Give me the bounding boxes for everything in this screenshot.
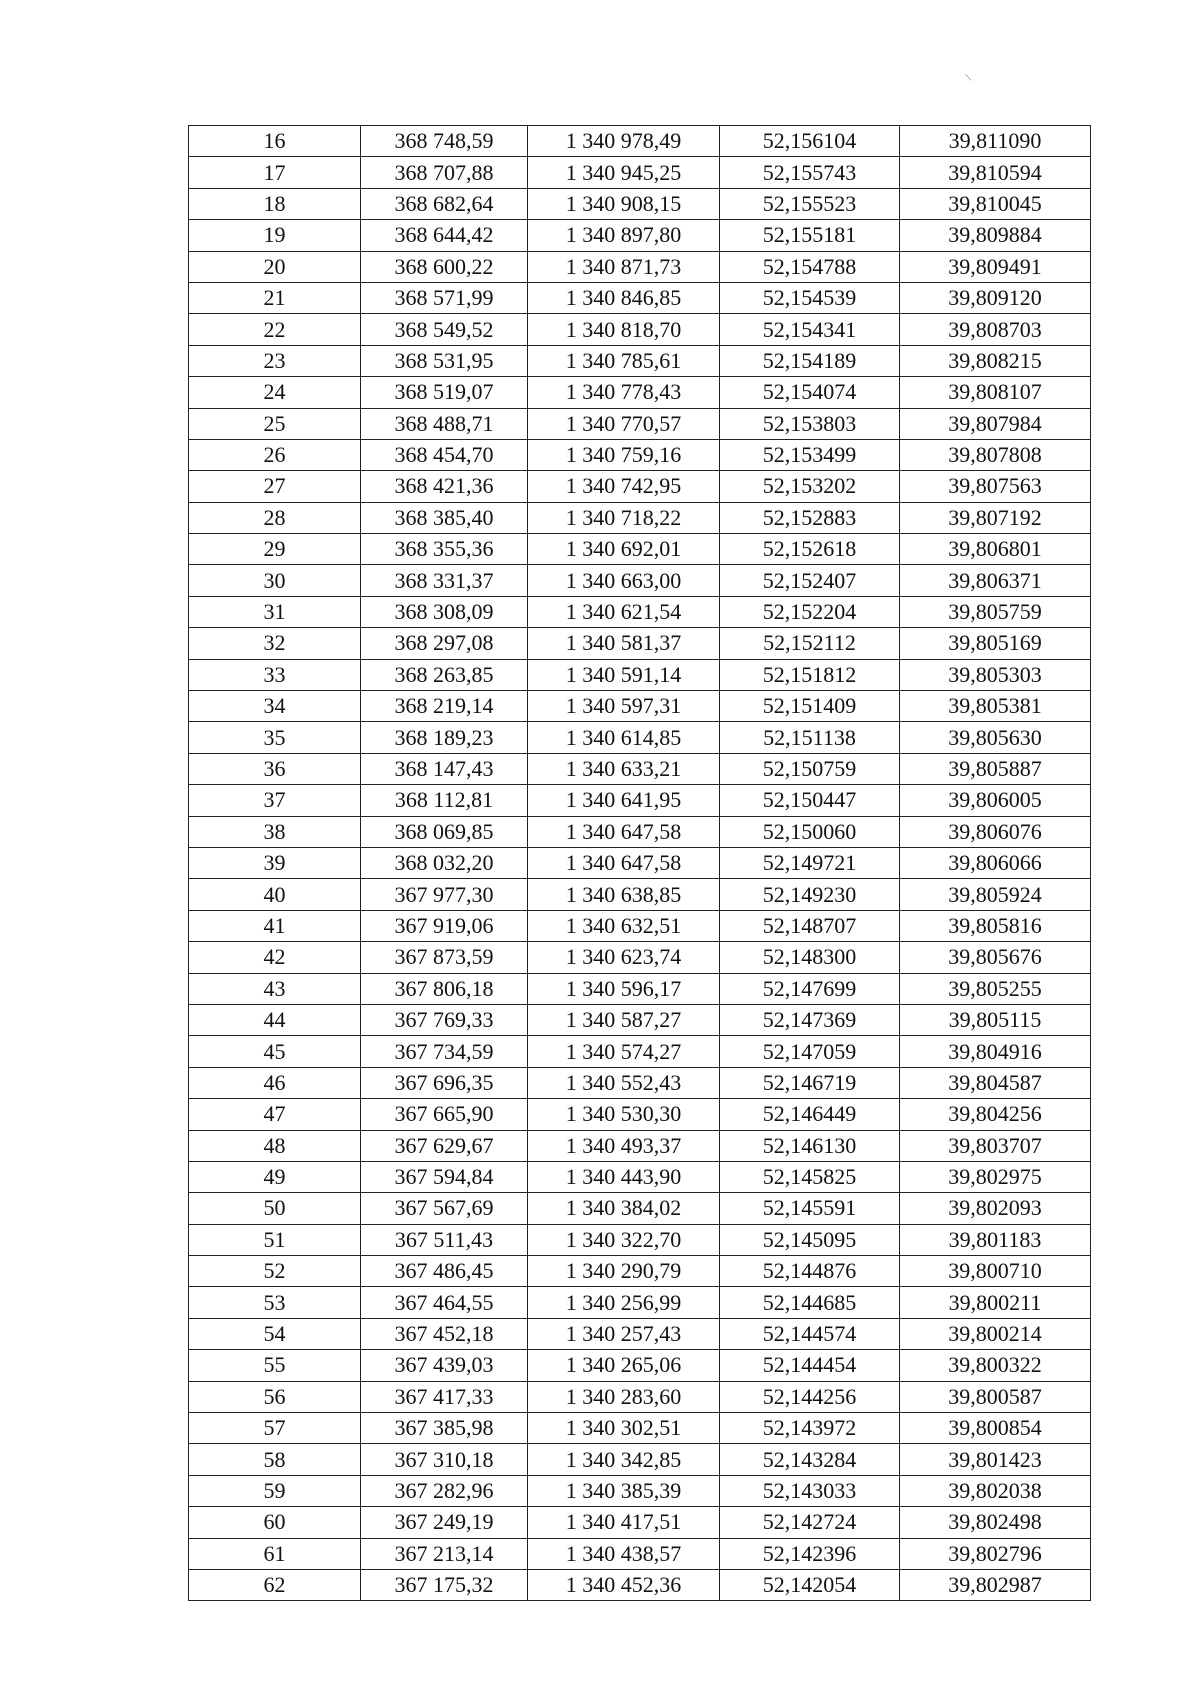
y-coordinate-cell: 1 340 265,06: [528, 1350, 720, 1381]
table-row: [189, 1161, 1091, 1192]
point-number-cell: 49: [189, 1161, 361, 1192]
y-coordinate-cell: 1 340 417,51: [528, 1507, 720, 1538]
latitude-cell: 52,152883: [720, 502, 900, 533]
longitude-cell: 39,805759: [900, 596, 1091, 627]
latitude-cell: 52,146449: [720, 1099, 900, 1130]
table-row: [189, 879, 1091, 910]
x-coordinate-cell: 367 511,43: [361, 1224, 528, 1255]
longitude-cell: 39,802498: [900, 1507, 1091, 1538]
x-coordinate-cell: 368 644,42: [361, 220, 528, 251]
x-coordinate-cell: 368 069,85: [361, 816, 528, 847]
latitude-cell: 52,155743: [720, 157, 900, 188]
table-row: [189, 251, 1091, 282]
longitude-cell: 39,810594: [900, 157, 1091, 188]
longitude-cell: 39,802038: [900, 1475, 1091, 1506]
y-coordinate-cell: 1 340 718,22: [528, 502, 720, 533]
y-coordinate-cell: 1 340 647,58: [528, 847, 720, 878]
longitude-cell: 39,806371: [900, 565, 1091, 596]
longitude-cell: 39,806066: [900, 847, 1091, 878]
y-coordinate-cell: 1 340 574,27: [528, 1036, 720, 1067]
y-coordinate-cell: 1 340 591,14: [528, 659, 720, 690]
point-number-cell: 50: [189, 1193, 361, 1224]
longitude-cell: 39,805169: [900, 628, 1091, 659]
latitude-cell: 52,149721: [720, 847, 900, 878]
point-number-cell: 28: [189, 502, 361, 533]
x-coordinate-cell: 367 417,33: [361, 1381, 528, 1412]
y-coordinate-cell: 1 340 647,58: [528, 816, 720, 847]
point-number-cell: 47: [189, 1099, 361, 1130]
x-coordinate-cell: 367 873,59: [361, 942, 528, 973]
point-number-cell: 60: [189, 1507, 361, 1538]
latitude-cell: 52,150060: [720, 816, 900, 847]
table-row: [189, 1538, 1091, 1569]
point-number-cell: 25: [189, 408, 361, 439]
point-number-cell: 62: [189, 1569, 361, 1600]
y-coordinate-cell: 1 340 581,37: [528, 628, 720, 659]
longitude-cell: 39,804256: [900, 1099, 1091, 1130]
latitude-cell: 52,156104: [720, 126, 900, 157]
table-row: [189, 345, 1091, 376]
y-coordinate-cell: 1 340 632,51: [528, 910, 720, 941]
point-number-cell: 17: [189, 157, 361, 188]
table-row: [189, 1004, 1091, 1035]
coordinates-table: [188, 125, 1091, 1601]
x-coordinate-cell: 367 452,18: [361, 1318, 528, 1349]
table-row: [189, 1224, 1091, 1255]
y-coordinate-cell: 1 340 978,49: [528, 126, 720, 157]
point-number-cell: 32: [189, 628, 361, 659]
y-coordinate-cell: 1 340 871,73: [528, 251, 720, 282]
latitude-cell: 52,144876: [720, 1256, 900, 1287]
longitude-cell: 39,805303: [900, 659, 1091, 690]
y-coordinate-cell: 1 340 759,16: [528, 439, 720, 470]
table-row: [189, 1256, 1091, 1287]
latitude-cell: 52,151409: [720, 691, 900, 722]
longitude-cell: 39,805887: [900, 753, 1091, 784]
table-row: [189, 1130, 1091, 1161]
longitude-cell: 39,807192: [900, 502, 1091, 533]
table-row: [189, 1193, 1091, 1224]
longitude-cell: 39,801423: [900, 1444, 1091, 1475]
table-row: [189, 847, 1091, 878]
table-row: [189, 722, 1091, 753]
y-coordinate-cell: 1 340 621,54: [528, 596, 720, 627]
y-coordinate-cell: 1 340 552,43: [528, 1067, 720, 1098]
table-row: [189, 1569, 1091, 1600]
point-number-cell: 55: [189, 1350, 361, 1381]
x-coordinate-cell: 368 519,07: [361, 377, 528, 408]
latitude-cell: 52,153803: [720, 408, 900, 439]
y-coordinate-cell: 1 340 633,21: [528, 753, 720, 784]
longitude-cell: 39,809120: [900, 282, 1091, 313]
table-row: [189, 1444, 1091, 1475]
x-coordinate-cell: 368 331,37: [361, 565, 528, 596]
latitude-cell: 52,148300: [720, 942, 900, 973]
point-number-cell: 24: [189, 377, 361, 408]
x-coordinate-cell: 367 806,18: [361, 973, 528, 1004]
longitude-cell: 39,805255: [900, 973, 1091, 1004]
table-row: [189, 785, 1091, 816]
longitude-cell: 39,807563: [900, 471, 1091, 502]
longitude-cell: 39,808703: [900, 314, 1091, 345]
latitude-cell: 52,144454: [720, 1350, 900, 1381]
latitude-cell: 52,154539: [720, 282, 900, 313]
scan-mark: /: [961, 72, 976, 83]
table-row: [189, 1067, 1091, 1098]
longitude-cell: 39,807984: [900, 408, 1091, 439]
latitude-cell: 52,153499: [720, 439, 900, 470]
point-number-cell: 22: [189, 314, 361, 345]
point-number-cell: 38: [189, 816, 361, 847]
point-number-cell: 42: [189, 942, 361, 973]
longitude-cell: 39,802987: [900, 1569, 1091, 1600]
x-coordinate-cell: 367 734,59: [361, 1036, 528, 1067]
point-number-cell: 59: [189, 1475, 361, 1506]
x-coordinate-cell: 367 594,84: [361, 1161, 528, 1192]
table-row: [189, 314, 1091, 345]
point-number-cell: 40: [189, 879, 361, 910]
latitude-cell: 52,154074: [720, 377, 900, 408]
point-number-cell: 51: [189, 1224, 361, 1255]
x-coordinate-cell: 368 531,95: [361, 345, 528, 376]
table-row: [189, 1413, 1091, 1444]
x-coordinate-cell: 367 175,32: [361, 1569, 528, 1600]
x-coordinate-cell: 367 486,45: [361, 1256, 528, 1287]
latitude-cell: 52,152407: [720, 565, 900, 596]
table-row: [189, 596, 1091, 627]
x-coordinate-cell: 368 263,85: [361, 659, 528, 690]
table-row: [189, 942, 1091, 973]
y-coordinate-cell: 1 340 596,17: [528, 973, 720, 1004]
x-coordinate-cell: 368 488,71: [361, 408, 528, 439]
y-coordinate-cell: 1 340 443,90: [528, 1161, 720, 1192]
latitude-cell: 52,144685: [720, 1287, 900, 1318]
longitude-cell: 39,805115: [900, 1004, 1091, 1035]
y-coordinate-cell: 1 340 846,85: [528, 282, 720, 313]
x-coordinate-cell: 368 189,23: [361, 722, 528, 753]
table-row: [189, 1475, 1091, 1506]
x-coordinate-cell: 367 249,19: [361, 1507, 528, 1538]
point-number-cell: 27: [189, 471, 361, 502]
table-row: [189, 502, 1091, 533]
latitude-cell: 52,146719: [720, 1067, 900, 1098]
x-coordinate-cell: 367 213,14: [361, 1538, 528, 1569]
longitude-cell: 39,802093: [900, 1193, 1091, 1224]
y-coordinate-cell: 1 340 290,79: [528, 1256, 720, 1287]
latitude-cell: 52,153202: [720, 471, 900, 502]
point-number-cell: 61: [189, 1538, 361, 1569]
latitude-cell: 52,154341: [720, 314, 900, 345]
latitude-cell: 52,147369: [720, 1004, 900, 1035]
table-row: [189, 628, 1091, 659]
y-coordinate-cell: 1 340 623,74: [528, 942, 720, 973]
y-coordinate-cell: 1 340 692,01: [528, 534, 720, 565]
longitude-cell: 39,809884: [900, 220, 1091, 251]
x-coordinate-cell: 368 219,14: [361, 691, 528, 722]
longitude-cell: 39,811090: [900, 126, 1091, 157]
table-row: [189, 565, 1091, 596]
latitude-cell: 52,149230: [720, 879, 900, 910]
point-number-cell: 20: [189, 251, 361, 282]
point-number-cell: 21: [189, 282, 361, 313]
y-coordinate-cell: 1 340 438,57: [528, 1538, 720, 1569]
longitude-cell: 39,800214: [900, 1318, 1091, 1349]
longitude-cell: 39,800854: [900, 1413, 1091, 1444]
table-row: [189, 1318, 1091, 1349]
longitude-cell: 39,800211: [900, 1287, 1091, 1318]
point-number-cell: 31: [189, 596, 361, 627]
y-coordinate-cell: 1 340 641,95: [528, 785, 720, 816]
latitude-cell: 52,148707: [720, 910, 900, 941]
point-number-cell: 43: [189, 973, 361, 1004]
x-coordinate-cell: 368 308,09: [361, 596, 528, 627]
table-row: [189, 188, 1091, 219]
latitude-cell: 52,145095: [720, 1224, 900, 1255]
longitude-cell: 39,810045: [900, 188, 1091, 219]
table-row: [189, 471, 1091, 502]
longitude-cell: 39,806801: [900, 534, 1091, 565]
longitude-cell: 39,806005: [900, 785, 1091, 816]
x-coordinate-cell: 368 682,64: [361, 188, 528, 219]
table-row: [189, 439, 1091, 470]
x-coordinate-cell: 367 769,33: [361, 1004, 528, 1035]
latitude-cell: 52,142724: [720, 1507, 900, 1538]
y-coordinate-cell: 1 340 908,15: [528, 188, 720, 219]
x-coordinate-cell: 368 147,43: [361, 753, 528, 784]
y-coordinate-cell: 1 340 342,85: [528, 1444, 720, 1475]
latitude-cell: 52,147699: [720, 973, 900, 1004]
table-row: [189, 691, 1091, 722]
y-coordinate-cell: 1 340 785,61: [528, 345, 720, 376]
y-coordinate-cell: 1 340 530,30: [528, 1099, 720, 1130]
latitude-cell: 52,155181: [720, 220, 900, 251]
x-coordinate-cell: 367 919,06: [361, 910, 528, 941]
x-coordinate-cell: 367 282,96: [361, 1475, 528, 1506]
y-coordinate-cell: 1 340 257,43: [528, 1318, 720, 1349]
x-coordinate-cell: 368 748,59: [361, 126, 528, 157]
x-coordinate-cell: 367 385,98: [361, 1413, 528, 1444]
table-row: [189, 220, 1091, 251]
latitude-cell: 52,152112: [720, 628, 900, 659]
point-number-cell: 39: [189, 847, 361, 878]
y-coordinate-cell: 1 340 597,31: [528, 691, 720, 722]
y-coordinate-cell: 1 340 493,37: [528, 1130, 720, 1161]
y-coordinate-cell: 1 340 385,39: [528, 1475, 720, 1506]
point-number-cell: 37: [189, 785, 361, 816]
y-coordinate-cell: 1 340 452,36: [528, 1569, 720, 1600]
table-row: [189, 534, 1091, 565]
x-coordinate-cell: 367 665,90: [361, 1099, 528, 1130]
y-coordinate-cell: 1 340 663,00: [528, 565, 720, 596]
x-coordinate-cell: 367 439,03: [361, 1350, 528, 1381]
point-number-cell: 30: [189, 565, 361, 596]
table-row: [189, 910, 1091, 941]
point-number-cell: 19: [189, 220, 361, 251]
table-row: [189, 1381, 1091, 1412]
x-coordinate-cell: 367 696,35: [361, 1067, 528, 1098]
point-number-cell: 54: [189, 1318, 361, 1349]
y-coordinate-cell: 1 340 770,57: [528, 408, 720, 439]
y-coordinate-cell: 1 340 742,95: [528, 471, 720, 502]
table-row: [189, 1350, 1091, 1381]
x-coordinate-cell: 368 600,22: [361, 251, 528, 282]
point-number-cell: 35: [189, 722, 361, 753]
latitude-cell: 52,150759: [720, 753, 900, 784]
longitude-cell: 39,802796: [900, 1538, 1091, 1569]
longitude-cell: 39,803707: [900, 1130, 1091, 1161]
y-coordinate-cell: 1 340 778,43: [528, 377, 720, 408]
latitude-cell: 52,145825: [720, 1161, 900, 1192]
point-number-cell: 56: [189, 1381, 361, 1412]
latitude-cell: 52,144574: [720, 1318, 900, 1349]
coordinates-table-body: [189, 126, 1091, 1601]
point-number-cell: 29: [189, 534, 361, 565]
latitude-cell: 52,151138: [720, 722, 900, 753]
y-coordinate-cell: 1 340 283,60: [528, 1381, 720, 1412]
longitude-cell: 39,801183: [900, 1224, 1091, 1255]
point-number-cell: 46: [189, 1067, 361, 1098]
latitude-cell: 52,150447: [720, 785, 900, 816]
point-number-cell: 41: [189, 910, 361, 941]
y-coordinate-cell: 1 340 818,70: [528, 314, 720, 345]
longitude-cell: 39,805676: [900, 942, 1091, 973]
longitude-cell: 39,806076: [900, 816, 1091, 847]
table-row: [189, 659, 1091, 690]
point-number-cell: 58: [189, 1444, 361, 1475]
latitude-cell: 52,152204: [720, 596, 900, 627]
x-coordinate-cell: 368 355,36: [361, 534, 528, 565]
longitude-cell: 39,805924: [900, 879, 1091, 910]
point-number-cell: 18: [189, 188, 361, 219]
table-row: [189, 408, 1091, 439]
x-coordinate-cell: 368 454,70: [361, 439, 528, 470]
point-number-cell: 33: [189, 659, 361, 690]
x-coordinate-cell: 367 464,55: [361, 1287, 528, 1318]
y-coordinate-cell: 1 340 587,27: [528, 1004, 720, 1035]
table-row: [189, 1287, 1091, 1318]
table-row: [189, 973, 1091, 1004]
latitude-cell: 52,155523: [720, 188, 900, 219]
longitude-cell: 39,800710: [900, 1256, 1091, 1287]
y-coordinate-cell: 1 340 302,51: [528, 1413, 720, 1444]
x-coordinate-cell: 367 310,18: [361, 1444, 528, 1475]
table-row: [189, 1099, 1091, 1130]
point-number-cell: 57: [189, 1413, 361, 1444]
x-coordinate-cell: 368 112,81: [361, 785, 528, 816]
latitude-cell: 52,142054: [720, 1569, 900, 1600]
x-coordinate-cell: 368 571,99: [361, 282, 528, 313]
y-coordinate-cell: 1 340 897,80: [528, 220, 720, 251]
longitude-cell: 39,804916: [900, 1036, 1091, 1067]
longitude-cell: 39,800587: [900, 1381, 1091, 1412]
table-row: [189, 126, 1091, 157]
table-row: [189, 1507, 1091, 1538]
y-coordinate-cell: 1 340 384,02: [528, 1193, 720, 1224]
latitude-cell: 52,144256: [720, 1381, 900, 1412]
longitude-cell: 39,804587: [900, 1067, 1091, 1098]
latitude-cell: 52,143972: [720, 1413, 900, 1444]
point-number-cell: 36: [189, 753, 361, 784]
latitude-cell: 52,154189: [720, 345, 900, 376]
longitude-cell: 39,800322: [900, 1350, 1091, 1381]
x-coordinate-cell: 367 977,30: [361, 879, 528, 910]
latitude-cell: 52,151812: [720, 659, 900, 690]
table-row: [189, 377, 1091, 408]
y-coordinate-cell: 1 340 614,85: [528, 722, 720, 753]
table-row: [189, 282, 1091, 313]
latitude-cell: 52,143284: [720, 1444, 900, 1475]
x-coordinate-cell: 368 707,88: [361, 157, 528, 188]
x-coordinate-cell: 368 549,52: [361, 314, 528, 345]
x-coordinate-cell: 367 567,69: [361, 1193, 528, 1224]
x-coordinate-cell: 368 297,08: [361, 628, 528, 659]
y-coordinate-cell: 1 340 945,25: [528, 157, 720, 188]
point-number-cell: 16: [189, 126, 361, 157]
longitude-cell: 39,805381: [900, 691, 1091, 722]
longitude-cell: 39,808107: [900, 377, 1091, 408]
point-number-cell: 52: [189, 1256, 361, 1287]
longitude-cell: 39,805630: [900, 722, 1091, 753]
latitude-cell: 52,147059: [720, 1036, 900, 1067]
y-coordinate-cell: 1 340 638,85: [528, 879, 720, 910]
x-coordinate-cell: 368 032,20: [361, 847, 528, 878]
longitude-cell: 39,805816: [900, 910, 1091, 941]
longitude-cell: 39,807808: [900, 439, 1091, 470]
table-row: [189, 816, 1091, 847]
point-number-cell: 23: [189, 345, 361, 376]
latitude-cell: 52,146130: [720, 1130, 900, 1161]
y-coordinate-cell: 1 340 256,99: [528, 1287, 720, 1318]
table-row: [189, 1036, 1091, 1067]
table-row: [189, 753, 1091, 784]
point-number-cell: 34: [189, 691, 361, 722]
longitude-cell: 39,809491: [900, 251, 1091, 282]
longitude-cell: 39,808215: [900, 345, 1091, 376]
x-coordinate-cell: 367 629,67: [361, 1130, 528, 1161]
y-coordinate-cell: 1 340 322,70: [528, 1224, 720, 1255]
table-row: [189, 157, 1091, 188]
latitude-cell: 52,145591: [720, 1193, 900, 1224]
x-coordinate-cell: 368 385,40: [361, 502, 528, 533]
latitude-cell: 52,142396: [720, 1538, 900, 1569]
point-number-cell: 45: [189, 1036, 361, 1067]
latitude-cell: 52,154788: [720, 251, 900, 282]
point-number-cell: 48: [189, 1130, 361, 1161]
longitude-cell: 39,802975: [900, 1161, 1091, 1192]
point-number-cell: 26: [189, 439, 361, 470]
latitude-cell: 52,152618: [720, 534, 900, 565]
point-number-cell: 44: [189, 1004, 361, 1035]
x-coordinate-cell: 368 421,36: [361, 471, 528, 502]
latitude-cell: 52,143033: [720, 1475, 900, 1506]
point-number-cell: 53: [189, 1287, 361, 1318]
